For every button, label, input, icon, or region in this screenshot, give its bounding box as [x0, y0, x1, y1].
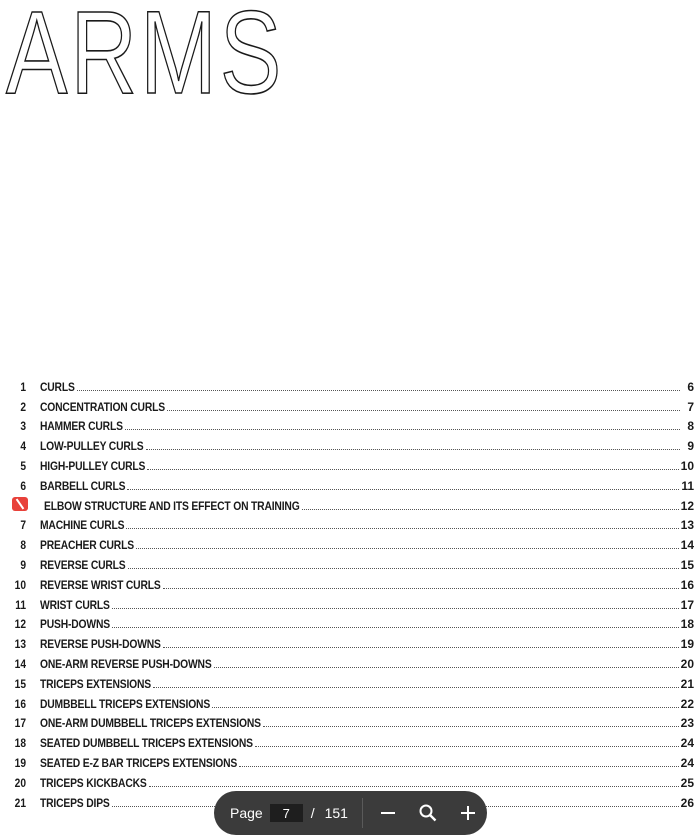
toc-entry-page: 6 [687, 379, 694, 394]
toc-entry-page: 12 [680, 498, 694, 513]
toc-entry[interactable] [8, 374, 694, 394]
toc-entry-label: SEATED E-Z BAR TRICEPS EXTENSIONS [40, 755, 238, 770]
toc-entry-label: CONCENTRATION CURLS [40, 399, 165, 414]
toc-entry-label: SEATED DUMBBELL TRICEPS EXTENSIONS [40, 736, 253, 751]
zoom-in-button[interactable] [453, 798, 483, 828]
toc-entry-number: 20 [14, 775, 26, 790]
toc-entry[interactable] [8, 631, 694, 651]
page-number-input[interactable] [270, 804, 303, 822]
zoom-reset-button[interactable] [413, 798, 443, 828]
toc-entry-label: ONE-ARM REVERSE PUSH-DOWNS [40, 656, 212, 671]
toc-entry-number: 12 [14, 617, 26, 632]
toc-entry-page: 13 [680, 518, 694, 533]
toc-entry-label: PUSH-DOWNS [40, 617, 110, 632]
toc-entry-label: HIGH-PULLEY CURLS [40, 458, 146, 473]
toc-entry-page: 24 [680, 755, 694, 770]
minus-icon [379, 804, 397, 822]
anatomy-marker-icon [12, 497, 28, 511]
toc-entry-label: REVERSE CURLS [40, 557, 126, 572]
toc-leader-dots [239, 765, 678, 767]
toc-entry[interactable] [8, 671, 694, 691]
toc-entry-number: 6 [20, 478, 26, 493]
toc-leader-dots [212, 706, 679, 708]
toc-entry[interactable] [8, 612, 694, 632]
toc-entry[interactable] [8, 730, 694, 750]
toc-entry-label: MACHINE CURLS [40, 518, 125, 533]
toolbar-divider [362, 798, 363, 828]
toc-entry-number: 10 [14, 577, 26, 592]
toc-entry-number: 21 [14, 795, 26, 810]
toc-leader-dots [255, 745, 679, 747]
toc-entry-label: TRICEPS EXTENSIONS [40, 676, 152, 691]
toc-entry-page: 9 [687, 439, 694, 454]
toc-entry-number: 18 [14, 736, 26, 751]
toc-entry[interactable] [8, 592, 694, 612]
toc-entry[interactable] [8, 552, 694, 572]
toc-entry[interactable] [8, 532, 694, 552]
toc-entry-number: 11 [15, 597, 26, 612]
toc-entry-page: 20 [680, 656, 694, 671]
toc-entry-page: 23 [680, 716, 694, 731]
toc-entry[interactable] [8, 414, 694, 434]
toc-entry-page: 8 [687, 419, 694, 434]
toc-leader-dots [302, 508, 679, 510]
toc-entry-page: 11 [681, 478, 694, 493]
toc-entry[interactable] [8, 493, 694, 513]
toc-entry-page: 24 [680, 736, 694, 751]
magnifier-icon [418, 803, 438, 823]
toc-entry-number: 16 [14, 696, 26, 711]
page-separator: / [310, 805, 315, 821]
toc-entry-label: WRIST CURLS [40, 597, 110, 612]
toc-entry-label: HAMMER CURLS [40, 419, 123, 434]
toc-entry-label: ELBOW STRUCTURE AND ITS EFFECT ON TRAINING [44, 498, 300, 513]
page-total: 151 [324, 805, 348, 821]
toc-entry-number: 5 [20, 458, 26, 473]
page-label: Page [230, 805, 263, 821]
zoom-out-button[interactable] [373, 798, 403, 828]
toc-entry-number: 14 [14, 656, 26, 671]
toc-entry[interactable] [8, 711, 694, 731]
toc-entry-number: 15 [14, 676, 26, 691]
toc-entry-number: 3 [20, 419, 26, 434]
toc-entry-page: 15 [680, 557, 694, 572]
toc-entry-number: 8 [20, 538, 26, 553]
toc-entry-page: 21 [680, 676, 694, 691]
toc-entry-page: 16 [680, 577, 694, 592]
toc-leader-dots [263, 725, 679, 727]
toc-entry-number: 9 [20, 557, 26, 572]
toc-entry-label: DUMBBELL TRICEPS EXTENSIONS [40, 696, 211, 711]
toc-entry-page: 22 [680, 696, 694, 711]
toc-leader-dots [126, 527, 678, 529]
toc-leader-dots [167, 409, 680, 411]
toc-leader-dots [112, 607, 679, 609]
toc-entry-label: PREACHER CURLS [40, 538, 134, 553]
toc-entry-label: CURLS [40, 379, 75, 394]
toc-leader-dots [136, 547, 679, 549]
toc-leader-dots [153, 686, 679, 688]
toc-entry-label: LOW-PULLEY CURLS [40, 439, 144, 454]
plus-icon [459, 804, 477, 822]
table-of-contents [8, 374, 694, 810]
toc-entry-label: REVERSE PUSH-DOWNS [40, 637, 161, 652]
chapter-title: ARMS [6, 0, 285, 119]
toc-entry[interactable] [8, 513, 694, 533]
toc-entry-number: 7 [20, 518, 26, 533]
pdf-page-toolbar [214, 791, 487, 835]
toc-entry-page: 26 [680, 795, 694, 810]
toc-entry[interactable] [8, 453, 694, 473]
toc-entry-number: 1 [20, 379, 26, 394]
toc-leader-dots [214, 666, 679, 668]
toc-leader-dots [128, 567, 679, 569]
toc-entry-number: 17 [14, 716, 26, 731]
toc-entry-number: 4 [20, 439, 26, 454]
toc-entry-label: ONE-ARM DUMBBELL TRICEPS EXTENSIONS [40, 716, 261, 731]
toc-entry[interactable] [8, 572, 694, 592]
toc-entry-page: 18 [680, 617, 694, 632]
toc-entry-label: TRICEPS DIPS [40, 795, 110, 810]
toc-entry-number: 2 [20, 399, 26, 414]
toc-entry-page: 19 [680, 637, 694, 652]
toc-leader-dots [149, 785, 679, 787]
toc-entry-number: 13 [14, 637, 26, 652]
toc-entry[interactable] [8, 770, 694, 790]
toc-entry-number: 19 [14, 755, 26, 770]
toc-entry-page: 14 [680, 538, 694, 553]
toc-entry-page: 17 [680, 597, 694, 612]
toc-leader-dots [163, 587, 679, 589]
toc-entry[interactable] [8, 433, 694, 453]
toc-entry-page: 10 [680, 458, 694, 473]
toc-entry-label: REVERSE WRIST CURLS [40, 577, 161, 592]
toc-leader-dots [125, 428, 680, 430]
toc-entry-label: BARBELL CURLS [40, 478, 126, 493]
toc-leader-dots [163, 646, 679, 648]
toc-entry[interactable] [8, 394, 694, 414]
toc-leader-dots [127, 488, 679, 490]
toc-entry-page: 25 [680, 775, 694, 790]
toc-entry-label: TRICEPS KICKBACKS [40, 775, 147, 790]
toc-entry[interactable] [8, 750, 694, 770]
toc-leader-dots [146, 448, 680, 450]
toc-entry[interactable] [8, 651, 694, 671]
toc-entry[interactable] [8, 473, 694, 493]
toc-entry[interactable] [8, 691, 694, 711]
toc-entry-page: 7 [687, 399, 694, 414]
toc-leader-dots [112, 626, 679, 628]
toc-leader-dots [147, 468, 678, 470]
toc-leader-dots [77, 389, 680, 391]
